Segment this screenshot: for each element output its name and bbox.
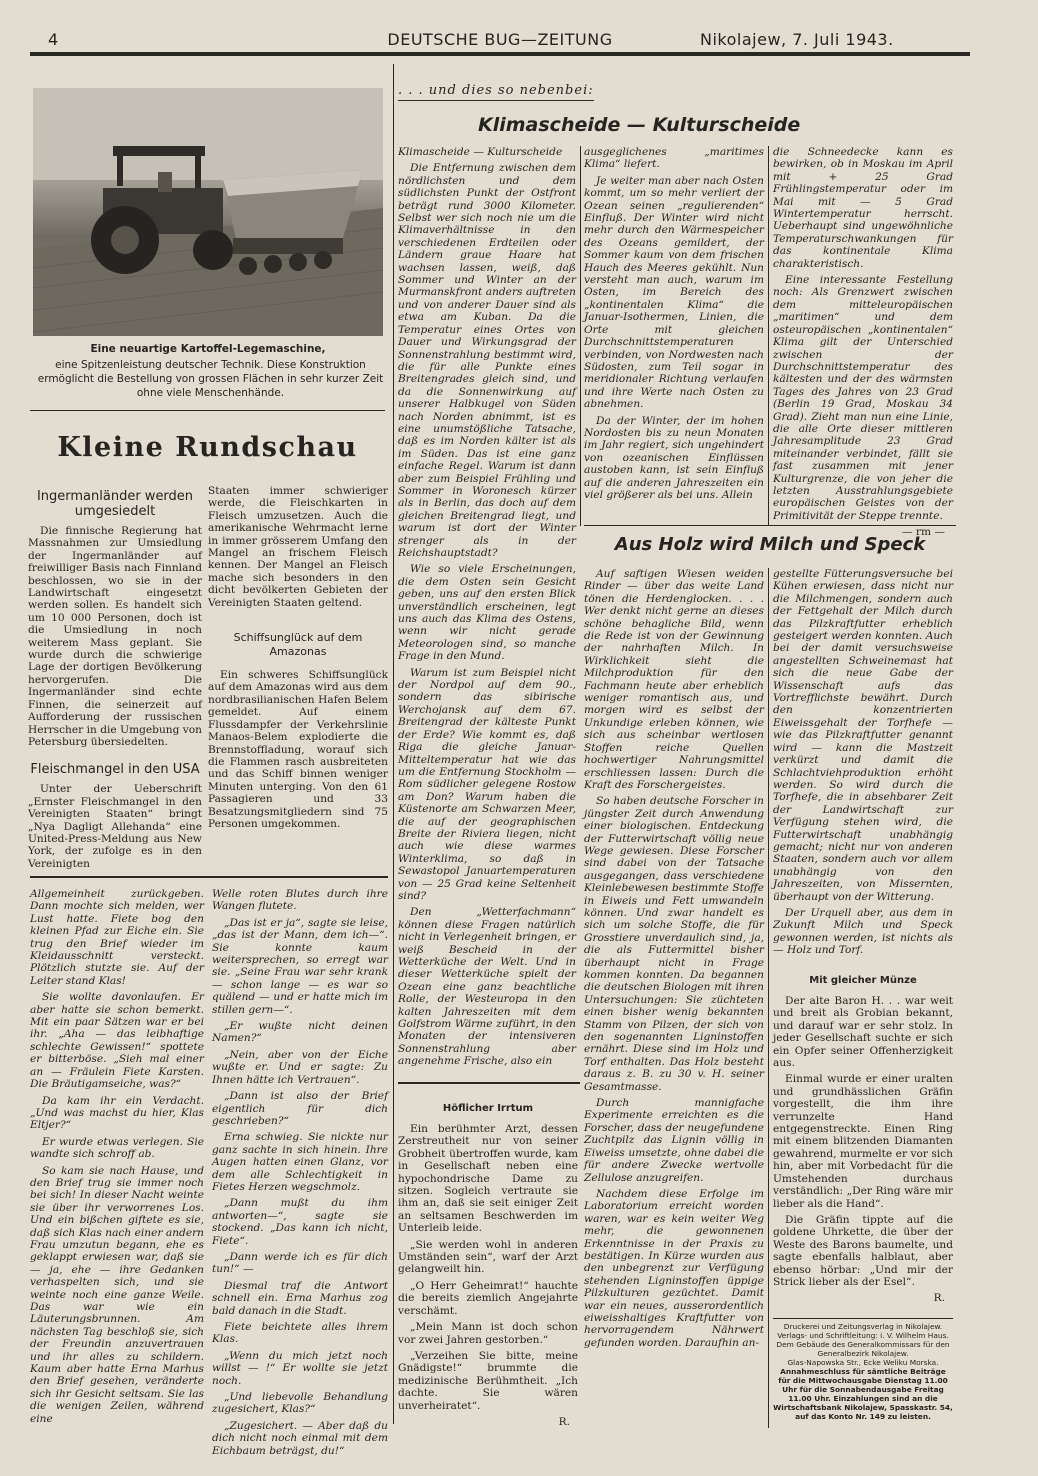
hoeflicher-para: „O Herr Geheimrat!“ hauchte die bereits ziemlich Angejahrte verschämt. — [398, 1279, 578, 1317]
imprint-divider — [773, 1318, 953, 1319]
muenze-headline: Mit gleicher Münze — [809, 975, 917, 986]
story-para: „Er wußte nicht deinen Namen?“ — [212, 1020, 388, 1045]
rundschau-col-right — [208, 485, 388, 870]
header-rule — [30, 52, 970, 56]
ingermanlaender-text: Die finnische Regierung hat Massnahmen zur Umsiedlung der Ingermanländer auf freiwilliger Basis nach Finnland beschlossen, wo sie in der Landwirtschaft eingesetzt werden sollen. Es handelt sich um 10 000 Personen, doch ist die Umsiedlung in noch weiterem Mass geplant. Sie wurde durch die schwierige Lage der dortigen Bevölkerung hervorgerufen. Die Ingermanländer sind echte Finnen, die seinerzeit auf Aufforderung der russischen Herrscher in die Umgebung von Petersburg übersiedelten. — [28, 525, 202, 748]
holz-para: gestellte Fütterungsversuche bei Kühen erwiesen, dass nicht nur die Milchmengen, sondern auch der Fettgehalt der Milch durch das Pilzkraftfutter erheblich gesteigert werden konnten. Auch bei der damit versuchsweise angestellten Schweinemast hat sich die neue Gabe der Wissenschaft aufs das Vortrefflichste bewährt. Durch den konzentrierten Eiweissgehalt der Torfhefe — wie das Pilzkraftfutter genannt wird — kann die Mastzeit verkürzt und damit die Schlachtviehproduktion erhöht werden. So wird durch die Torfhefe, die in absehbarer Zeit der Landwirtschaft zur Verfügung stehen wird, die Futterwirtschaft unabhängig gemacht; nicht nur von anderen Staaten, sondern auch vor allem unabhängig von den Jahreszeiten, von Missernten, überhaupt von der Witterung. — [773, 568, 953, 903]
klima-para: ausgeglichenes „maritimes Klima“ liefert. — [584, 146, 764, 171]
hoeflicher-divider — [398, 1082, 580, 1084]
rundschau-divider — [30, 876, 388, 878]
schiffsunglueck-text: Ein schweres Schiffsunglück auf dem Amazonas wird aus dem nordbrasilianischen Hafen Belem gemeldet. Auf einem Flussdampfer der Verkehrslinie Manaos-Belem explodierte die Brennstoffladung, worauf sich die Flammen rasch ausbreiteten und das Schiff binnen weniger Minuten unterging. Von den 61 Passagieren und 33 Besatzungsmitgliedern sind 75 Personen umgekommen. — [208, 669, 388, 830]
potato-planter-photo — [33, 88, 383, 336]
klima-para: Wie so viele Erscheinungen, die dem Osten sein Gesicht geben, uns auf den ersten Blick unverständlich erscheinen, legt uns auch das Klima des Ostens, wenn wir nicht gerade Meteorologen sind, so manche Frage in den Mund. — [398, 563, 576, 663]
holz-col-a — [584, 568, 764, 1428]
story-col-1 — [30, 888, 204, 1425]
klima-para: Warum ist zum Beispiel nicht der Nordpol auf dem 90., sondern das sibirische Werchojansk auf dem 67. Breitengrad der kälteste Punkt der Erde? Wie kommt es, daß Riga die gleiche Januar-Mitteltemperatur hat wie das um die Entfernung Stockholm — Rom südlicher gelegene Rostow am Don? Warum haben die Küstenorte am Schwarzen Meer, die auf der geographischen Breite der Riviera liegen, nicht auch wie diese warmes Winterklima, so daß in Sewastopol Januartemperaturen von — 25 Grad keine Seltenheit sind? — [398, 666, 576, 902]
muenze-para: Der alte Baron H. . . war weit und breit als Grobian bekannt, und darauf war er sehr stolz. In jeder Gesellschaft suchte er sich ein Opfer seiner Offenherzigkeit aus. — [773, 995, 953, 1070]
story-para: Da kam ihr ein Verdacht. „Und was machst du hier, Klas Eltjer?“ — [30, 1094, 204, 1132]
hoeflicher-para: „Sie werden wohl in anderen Umständen sein“, warf der Arzt gelangweilt hin. — [398, 1238, 578, 1276]
story-para: „Nein, aber von der Eiche wußte er. Und er sagte: Zu Ihnen hätte ich Vertrauen“. — [212, 1048, 388, 1086]
klimascheide-col-a — [398, 146, 576, 1076]
fleischmangel-text-2: Staaten immer schwieriger werde, die Fleischkarten in Fleisch umzusetzen. Auch die amerikanische Wehrmacht lerne in immer grösserem Umfang den Mangel an frischem Fleisch kennen. Der Mangel an Fleisch mache sich besonders in den dicht bevölkerten Gebieten der Vereinigten Staaten geltend. — [208, 485, 388, 609]
story-para: Allgemeinheit zurückgeben. Dann mochte sich melden, wer Lust hatte. Fiete bog den kleinen Pfad zur Eiche ein. Sie trug den Brief wieder im Kleidausschnitt versteckt. Plötzlich stutzte sie. Auf der Leiter stand Klas! — [30, 888, 204, 987]
holz-para: Nachdem diese Erfolge im Laboratorium erreicht worden waren, war es kein weiter Weg mehr, die gewonnenen Erkenntnisse in der Praxis zu bestätigen. In Kürze wurden aus den unbegrenzt zur Verfügung stehenden Ligninstoffen üppige Pilzkulturen gezüchtet. Damit war ein neues, ausserordentlich eiweisshaltiges Kraftfutter von hervorragendem Nährwert gefunden worden. Daraufhin an- — [584, 1187, 764, 1349]
holz-para: Durch mannigfache Experimente erreichten es die Forscher, dass der neugefundene Zuchtpilz das Lignin völlig in Eiweiss umsetzte, ohne dabei die für andere Zwecke wertvolle Zellulose anzugreifen. — [584, 1097, 764, 1184]
imprint-line: Glas-Napowska Str., Ecke Weliku Morska. — [787, 1358, 939, 1367]
story-para: „Dann werde ich es für dich tun!“ — — [212, 1250, 388, 1276]
holz-para: Auf saftigen Wiesen weiden Rinder — über das weite Land tönen die Herdenglocken. . . . Wer denkt nicht gerne an dieses schöne behagliche Bild, wenn die Rede ist von der Gewinnung der nahrhaften Milch. In Wirklichkeit sieht die Milchproduktion für den Fachmann heute aber erheblich weniger romantisch aus, und morgen wird es selbst der Unkundige erleben können, wie sich aus scheinbar wertlosen Stoffen reiche Quellen hochwertiger Nahrungsmittel erschliessen lassen: Durch die Kraft des Forschergeistes. — [584, 568, 764, 791]
ingermanlaender-headline: Ingermanländer werden umgesiedelt — [36, 489, 194, 519]
imprint — [773, 1322, 953, 1422]
mit-gleicher-muenze — [773, 970, 953, 1315]
column-divider — [580, 146, 581, 526]
hoeflicher-para: „Verzeihen Sie bitte, meine Gnädigste!“ brummte die medizinische Berühmtheit. „Ich dachte. Sie wären unverheiratet“. — [398, 1349, 578, 1412]
holz-col-b — [773, 568, 953, 968]
holz-headline: Aus Holz wird Milch und Speck — [614, 534, 926, 555]
imprint-line: Druckerei und Zeitungsverlag in Nikolajew. Verlags- und Schriftleitung: i. V. Wilhelm Haus. Dem Gebäude des Generalkommissars für den Generalbezirk Nikolajew. — [776, 1322, 950, 1358]
hoeflicher-irrtum — [398, 1098, 578, 1428]
photo-title: Eine neuartige Kartoffel-Legemaschine, — [90, 343, 326, 355]
photo-caption: eine Spitzenleistung deutscher Technik. Diese Konstruktion ermöglicht die Bestellung von grossen Flächen in sehr kurzer Zeit ohne viele Menschenhände. — [37, 359, 384, 399]
schiffsunglueck-headline: Schiffsunglück auf dem Amazonas — [233, 631, 363, 659]
kicker-underline — [398, 100, 594, 101]
holz-para: Der Urquell aber, aus dem in Zukunft Milch und Speck gewonnen werden, ist nichts als — Holz und Torf. — [773, 906, 953, 957]
klimascheide-col-b — [584, 146, 764, 526]
nebenbei-kicker: . . . und dies so nebenbei: — [398, 83, 594, 98]
story-para: Diesmal traf die Antwort schnell ein. Erna Marhus zog bald danach in die Stadt. — [212, 1279, 388, 1317]
muenze-para: Die Gräfin tippte auf die goldene Uhrkette, die über der Weste des Barons baumelte, und sagte ebenfalls halblaut, aber ebenso hörbar: „Und mir der Strick lieber als der Esel“. — [773, 1213, 953, 1288]
story-para: „Und liebevolle Behandlung zugesichert, Klas?“ — [212, 1391, 388, 1416]
story-para: So kam sie nach Hause, und den Brief trug sie immer noch bei sich! In dieser Nacht weinte sie über ihr verworrenes Los. Und ein bißchen giftete es sie, daß sich Klas nach einer andern Frau umzutun begann, ehe es geklappt erwiesen war, daß sie — ja, ehe — ihre Gedanken verhaspelten sich, und sie weinte noch eine ganze Weile. Das war wie ein Läuterungsbrunnen. Am nächsten Tag beschloß sie, sich der Freundin anzuvertrauen und ihr alles zu schildern. Kaum aber hatte Erna Marhus den Brief gesehen, veränderte sich ihr Gesicht seltsam. Sie las die wenigen Zeilen, während eine — [30, 1164, 204, 1425]
column-divider — [393, 64, 394, 1424]
hoeflicher-para: Ein berühmter Arzt, dessen Zerstreutheit nur von seiner Grobheit übertroffen wurde, kam in Gesellschaft neben eine hypochondrische Dame zu sitzen. Sogleich vertraute sie ihm an, daß sie seit einiger Zeit an seltsamen Beschwerden im Unterleib leide. — [398, 1123, 578, 1235]
hoeflicher-signature: R. — [558, 1415, 570, 1428]
klima-para: Die Entfernung zwischen dem nördlichsten und dem südlichsten Punkt der Ostfront beträgt rund 3000 Kilometer. Selbst wer sich noch nie um die Klimaverhältnisse in den verschiedenen Erdteilen oder Ländern graue Haare hat wachsen lassen, weiß, daß Sommer und Winter an der Murmanskfront anders auftreten und von anderer Dauer sind als etwa am Kuban. Da die Temperatur eines Ortes von Dauer und Wirkungsgrad der Sonnenstrahlung bestimmt wird, die für alle Punkte eines Breitengrades gleich sind, und da die Sonnenwirkung auf unserer Halbkugel von Süden nach Norden abnimmt, ist es eine unumstößliche Tatsache, daß es im Norden kälter ist als im Süden. Das ist eine ganz einfache Regel. Warum ist dann aber zum Beispiel Frühling und Sommer in Woronesch kürzer als in Berlin, das doch auf dem gleichen Breitengrad liegt, und warum ist dort der Winter strenger als in der Reichshauptstadt? — [398, 162, 576, 559]
klima-para: Den „Wetterfachmann“ können diese Fragen natürlich nicht in Verlegenheit bringen, er weiß Bescheid in der Wetterküche der Welt. Und in dieser Wetterküche spielt der Ozean eine ganz beachtliche Rolle, der Westeuropa in den kalten Jahreszeiten mit dem Golfstrom Wärme zuführt, in den Monaten der intensiveren Sonnenstrahlung aber angenehme Frische, also ein — [398, 906, 576, 1068]
rundschau-col-left — [28, 485, 202, 870]
story-col-2 — [212, 888, 388, 1457]
rundschau-title: Kleine Rundschau — [57, 432, 358, 463]
story-para: Fiete beichtete alles ihrem Klas. — [212, 1321, 388, 1346]
holz-divider — [584, 525, 956, 526]
muenze-para: Einmal wurde er einer uralten und grundhässlichen Gräfin vorgestellt, die ihm ihre verrunzelte Hand entgegenstreckte. Einen Ring mit einem blitzenden Diamanten gewahrend, murmelte er vor sich hin, aber mit Vorbedacht für die Umstehenden durchaus verständlich: „Der Ring wäre mir lieber als die Hand“. — [773, 1073, 953, 1210]
klima-para: die Schneedecke kann es bewirken, ob in Moskau im April mit + 25 Grad Frühlingstemperatur oder im Mai mit — 5 Grad Wintertemperatur herrscht. Ueberhaupt sind ungewöhnliche Temperaturschwankungen für das kontinentale Klima charakteristisch. — [773, 146, 953, 270]
klimascheide-signature: — rm — — [901, 526, 945, 539]
column-divider — [768, 146, 769, 526]
page-number: 4 — [48, 30, 59, 49]
story-para: „Dann ist also der Brief eigentlich für dich geschrieben?“ — [212, 1090, 388, 1127]
story-para: Er wurde etwas verlegen. Sie wandte sich schroff ab. — [30, 1135, 204, 1161]
klima-para: Je weiter man aber nach Osten kommt, um so mehr verliert der Ozean seinen „regulierenden“ Einfluß. Der Winter wird nicht mehr durch den Wärmespeicher des Ozeans gemildert, der Sommer kaum von dem frischen Hauch des Meeres gekühlt. Nun versteht man auch, warum im Osten, im Bereich des „kontinentalen Klima“ die Januar-Isothermen, Linien, die Orte mit gleichen Durchschnittstemperaturen verbinden, von Nordwesten nach Südosten, zum Teil sogar in meridionaler Richtung verlaufen und ihre Werte nach Osten zu abnehmen. — [584, 174, 764, 411]
holz-para: So haben deutsche Forscher in jüngster Zeit durch Anwendung einer biologischen. Entdeckung der Futterwirtschaft völlig neue Wege gewiesen. Diese Forscher sind dabei von der Tatsache ausgegangen, dass verschiedene Kleinlebewesen bestimmte Stoffe in Eiweis und Fett umwandeln können. Und zwar handelt es sich um solche Stoffe, die für Grosstiere unverdaulich sind, ja, die als Futtermittel bisher überhaupt nicht in Frage kommen konnten. Da begannen die deutschen Biologen mit ihren Untersuchungen: Sie züchteten einen bisher wenig bekannten Stamm von Pilzen, der sich von den sogenannten Ligninstoffen ernährt. Diese sind im Holz und Torf enthalten. Das Holz besteht daraus z. B. zu 30 v. H. seiner Gesamtmasse. — [584, 795, 764, 1093]
story-para: Welle roten Blutes durch ihre Wangen flutete. — [212, 888, 388, 913]
fleischmangel-text-1: Unter der Ueberschrift „Ernster Fleischmangel in den Vereinigten Staaten“ bringt „Nya Dagligt Allehanda“ eine United-Press-Meldung aus New York, der zufolge es in den Vereinigten — [28, 783, 202, 870]
story-para: Erna schwieg. Sie nickte nur ganz sachte in sich hinein. Ihre Augen hatten einen Glanz, vor dem alle Schlechtigkeit in Fietes Herzen wegschmolz. — [212, 1131, 388, 1193]
klima-para: Eine interessante Festellung noch: Als Grenzwert zwischen dem mitteleuropäischen „maritimen“ und dem osteuropäischen „kontinentalen“ Klima gilt der Unterschied zwischen der Durchschnittstemperatur des kältesten und der des wärmsten Tages des Jahres von 23 Grad (Berlin 19 Grad, Moskau 34 Grad). Zieht man nun eine Linie, die alle Orte dieser mittleren Jahresamplitude 23 Grad miteinander verbindet, fällt sie fast zusammen mit jener Kulturgrenze, die von jeher die letzten Ausstrahlungsgebiete europäischen Geistes von der Primitivität der Steppe trennte. — [773, 274, 953, 522]
fleischmangel-headline: Fleischmangel in den USA — [30, 762, 200, 778]
imprint-line: Annahmeschluss für sämtliche Beiträge für die Mittwochausgabe Dienstag 11.00 Uhr für die Sonnabendausgabe Freitag 11.00 Uhr. Einzahlungen sind an die Wirtschaftsbank Nikolajew, Spasskastr. 54, auf das Konto Nr. 149 zu leisten. — [773, 1367, 953, 1421]
klimascheide-col-c — [773, 146, 953, 539]
story-para: „Zugesichert. — Aber daß du dich nicht noch einmal mit dem Eichbaum beträgst, du!“ — [212, 1419, 388, 1457]
story-para: Sie wollte davonlaufen. Er aber hatte sie schon bemerkt. Mit ein paar Sätzen war er bei ihr. „Aha — das leibhaftige schlechte Gewissen!“ spottete er bitterböse. „Sieh mal einer an — Fräulein Fiete Karsten. Die Bräutigamseiche, was?“ — [30, 991, 204, 1091]
klima-para: Da der Winter, der im hohen Nordosten bis zu neun Monaten im Jahr regiert, sich ungehindert von ozeanischen Einflüssen austoben kann, ist sein Einfluß auf die anderen Jahreszeiten ein viel größerer als bei uns. Allein — [584, 414, 764, 501]
story-para: „Das ist er ja“, sagte sie leise, „das ist der Mann, dem ich—“. Sie konnte kaum weitersprechen, so erregt war sie. „Seine Frau war sehr krank — schon lange — es war so quälend — und er hatte mich im stillen gern—“. — [212, 916, 388, 1016]
place-date: Nikolajew, 7. Juli 1943. — [700, 30, 894, 49]
tractor-illustration — [33, 88, 383, 336]
hoeflicher-para: „Mein Mann ist doch schon vor zwei Jahren gestorben.“ — [398, 1321, 578, 1346]
photo-divider — [30, 410, 385, 411]
story-para: „Dann mußt du ihm antworten—“, sagte sie stockend. „Das kann ich nicht, Fiete“. — [212, 1197, 388, 1247]
story-para: „Wenn du mich jetzt noch willst — !“ Er wollte sie jetzt noch. — [212, 1349, 388, 1387]
klimascheide-headline: Klimascheide — Kulturscheide — [478, 114, 801, 136]
column-divider — [768, 568, 769, 1428]
newspaper-name: DEUTSCHE BUG—ZEITUNG — [387, 30, 613, 49]
hoeflicher-headline: Höflicher Irrtum — [442, 1103, 534, 1114]
klima-para: Klimascheide — Kulturscheide — [398, 146, 563, 158]
muenze-signature: R. — [933, 1292, 945, 1305]
